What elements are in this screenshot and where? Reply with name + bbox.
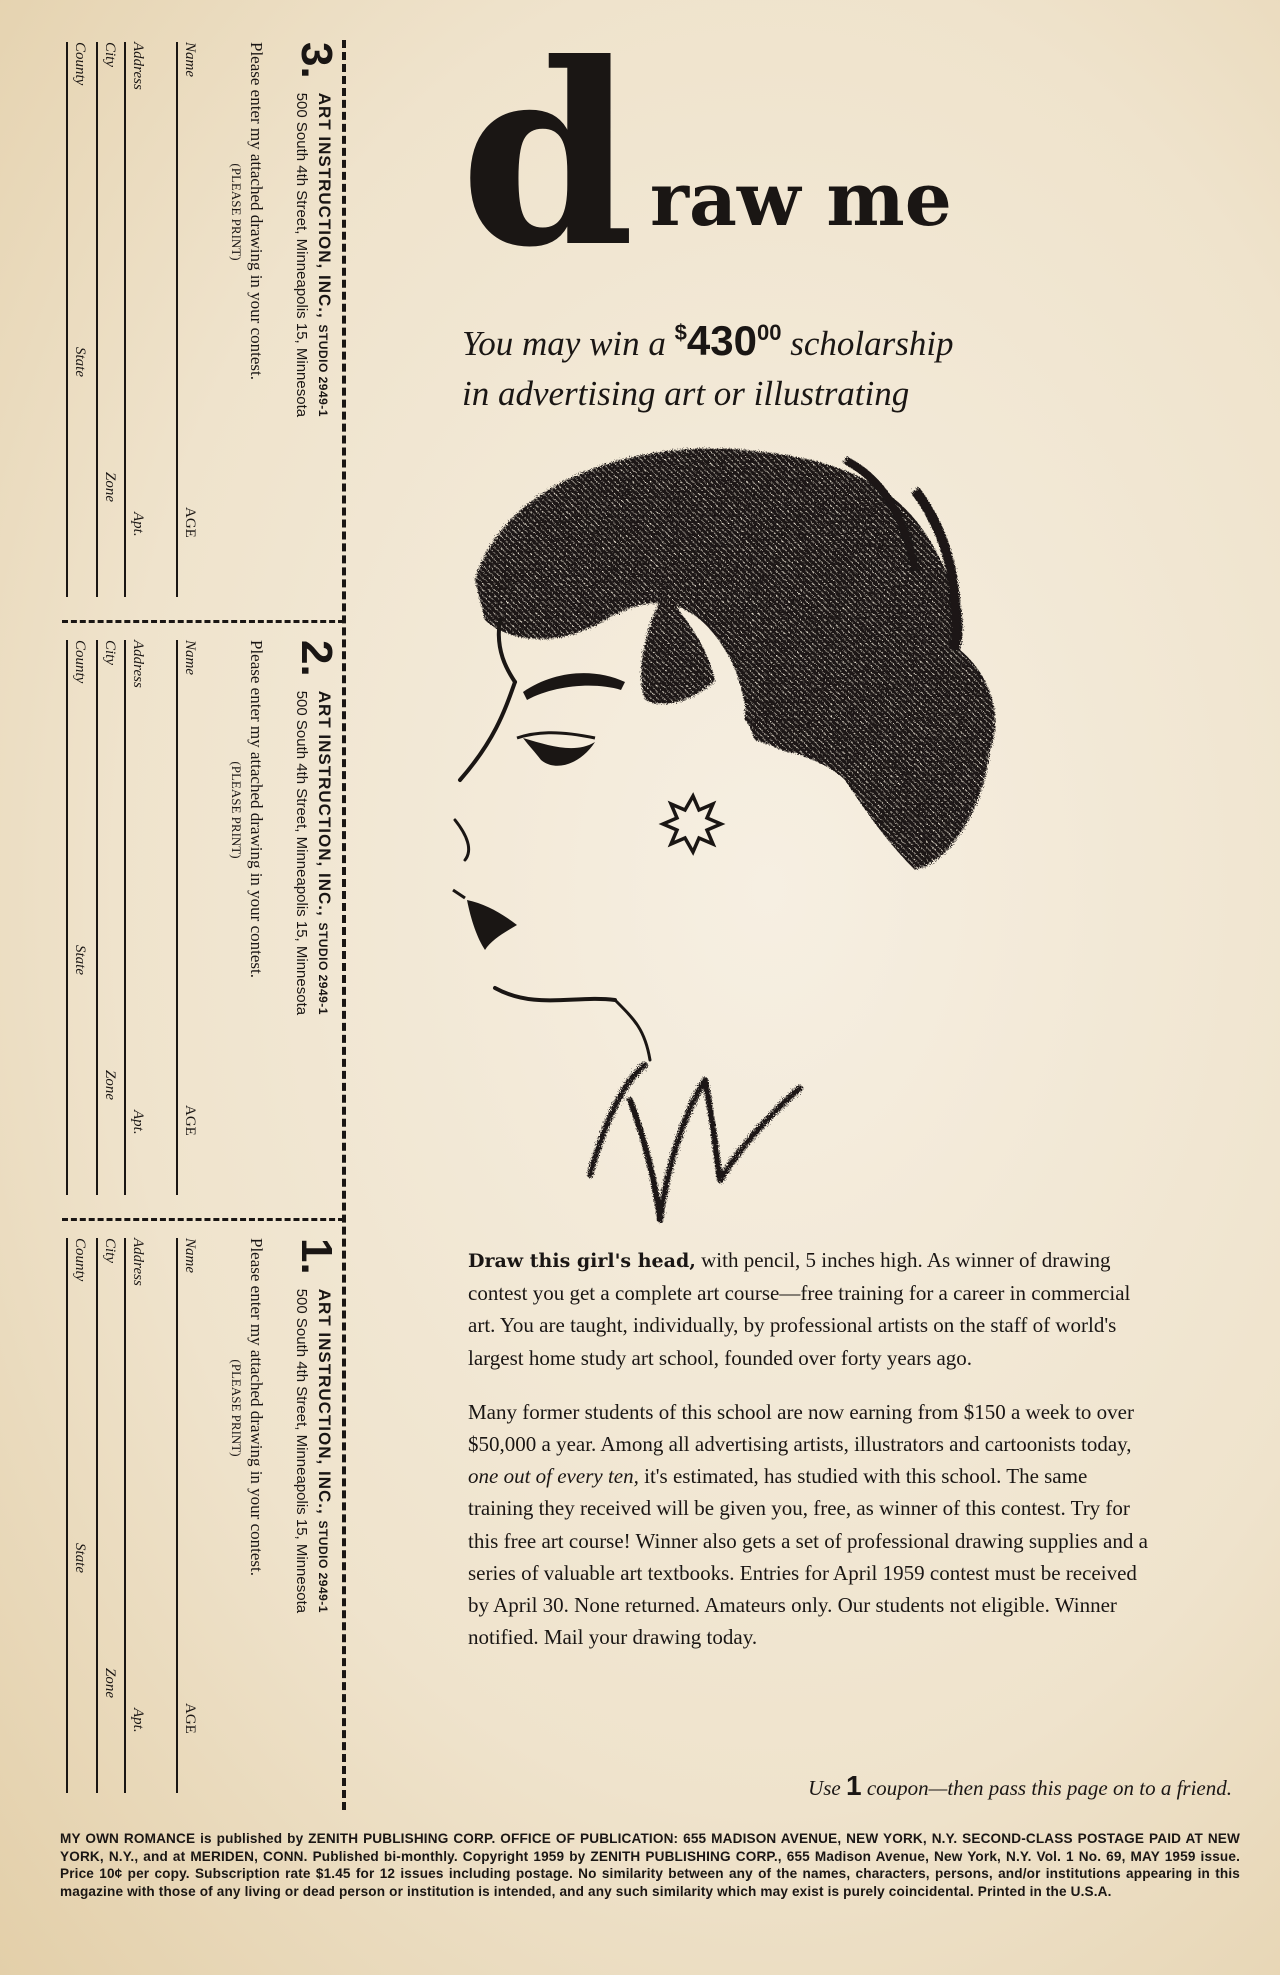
amount-dollars: 430 [686, 317, 757, 364]
body-p1: with pencil, 5 inches high. As winner of drawing contest you get a complete art course—free training for a career in commercial art. You are taught, individually, by professional artists on the staff of world's largest home study art school, founded over forty years ago. [468, 1248, 1131, 1370]
coupon-address: 500 South 4th Street, Minneapolis 15, Minnesota [293, 92, 310, 418]
hair [475, 449, 995, 870]
name-age-field[interactable] [176, 1238, 200, 1793]
coupon-number: 1. [292, 1238, 341, 1275]
address-apt-field[interactable] [124, 640, 148, 1195]
coupon-2[interactable] [0, 640, 340, 1215]
collar [590, 1065, 800, 1220]
coupon-3[interactable] [0, 42, 340, 617]
county-label: County [72, 1238, 88, 1282]
coupon-number: 3. [292, 42, 341, 79]
firm-name: ART INSTRUCTION, INC., [315, 1288, 334, 1515]
coupon-firm [314, 1289, 334, 1613]
firm-name: ART INSTRUCTION, INC., [315, 92, 334, 319]
city-label: City [102, 1238, 118, 1263]
county-state-field[interactable] [66, 640, 90, 1195]
subheadline [462, 308, 1182, 419]
coupon-cut-line [342, 40, 346, 1810]
headline-raw-me: raw me [650, 157, 952, 243]
subhead-post: scholarship [781, 324, 954, 363]
name-age-field[interactable] [176, 42, 200, 597]
name-label: Name [182, 42, 198, 77]
coupon-1[interactable] [0, 1238, 340, 1813]
county-label: County [72, 640, 88, 684]
state-label: State [72, 945, 88, 975]
address-label: Address [130, 1238, 146, 1286]
coupon-separator [62, 620, 344, 623]
coupon-header [268, 640, 341, 1200]
zone-label: Zone [102, 1668, 118, 1698]
state-label: State [72, 1543, 88, 1573]
lips [467, 900, 517, 950]
use-coupon-pre: Use [808, 1776, 847, 1800]
name-label: Name [182, 640, 198, 675]
coupon-form[interactable] [58, 1238, 341, 1798]
use-coupon-number: 1 [846, 1770, 862, 1801]
zone-label: Zone [102, 472, 118, 502]
coupon-strip [0, 0, 345, 1810]
body-p2b: it's estimated, has studied with this school. The same training they received will be given you, free, as winner of this contest. Try for this free art course! Winner also gets a set of professional drawing supplies and a series of valuable art textbooks. Entries for April 1959 contest must be received by April 30. None returned. Amateurs only. Our students not eligible. Winner notified. Mail your drawing today. [468, 1464, 1148, 1650]
zone-label: Zone [102, 1070, 118, 1100]
coupon-firm [314, 691, 334, 1015]
coupon-instruction: Please enter my attached drawing in your contest. [247, 1238, 266, 1576]
city-label: City [102, 42, 118, 67]
body-paragraph-1 [468, 1244, 1148, 1374]
amount-cents: 00 [756, 320, 782, 345]
eyebrow [523, 673, 625, 700]
body-p2-emphasis: one out of every ten, [468, 1464, 639, 1489]
state-label: State [72, 347, 88, 377]
coupon-firm [314, 93, 334, 417]
studio-code: STUDIO 2949-1 [316, 324, 330, 417]
address-label: Address [130, 640, 146, 688]
county-label: County [72, 42, 88, 86]
body-p2a: Many former students of this school are now earning from $150 a week to over $50,000 a year. Among all advertising artists, illustrators and cartoonists today, [468, 1399, 1134, 1457]
city-zone-field[interactable] [96, 1238, 120, 1793]
body-copy [468, 1244, 1148, 1675]
county-state-field[interactable] [66, 1238, 90, 1793]
eye [523, 738, 595, 766]
age-label: AGE [182, 507, 198, 538]
apt-label: Apt. [130, 512, 146, 537]
earring-icon [663, 796, 721, 852]
coupon-please-print: (PLEASE PRINT) [229, 1359, 244, 1457]
body-lead: Draw this girl's head, [468, 1250, 696, 1272]
coupon-form[interactable] [58, 42, 341, 602]
coupon-address: 500 South 4th Street, Minneapolis 15, Minnesota [293, 690, 310, 1016]
address-apt-field[interactable] [124, 1238, 148, 1793]
name-age-field[interactable] [176, 640, 200, 1195]
girl-head-illustration [445, 420, 1115, 1240]
coupon-number: 2. [292, 640, 341, 677]
address-apt-field[interactable] [124, 42, 148, 597]
coupon-header [268, 42, 341, 602]
body-paragraph-2 [468, 1396, 1148, 1654]
scholarship-amount [675, 317, 782, 364]
subhead-line2: in advertising art or illustrating [462, 374, 910, 413]
coupon-please-print: (PLEASE PRINT) [229, 761, 244, 859]
publication-footer: MY OWN ROMANCE is published by ZENITH PUBLISHING CORP. OFFICE OF PUBLICATION: 655 MADISON AVENUE, NEW YORK, N.Y. SECOND-CLASS POSTAGE PAID AT NEW YORK, N.Y., and at MERIDEN, CONN. Published bi-monthly. Copyright 1959 by ZENITH PUBLISHING CORP., 655 Madison Avenue, New York, N.Y. Vol. 1 No. 69, MAY 1959 issue. Price 10¢ per copy. Subscription rate $1.45 for 12 issues including postage. No similarity between any of the names, characters, persons, and/or institutions appearing in this magazine with those of any living or dead person or institution is intended, and any such similarity which may exist is purely coincidental. Printed in the U.S.A. [60, 1831, 1240, 1899]
use-coupon-post: coupon—then pass this page on to a friend. [861, 1776, 1232, 1800]
coupon-separator [62, 1218, 344, 1221]
coupon-header [268, 1238, 341, 1798]
studio-code: STUDIO 2949-1 [316, 922, 330, 1015]
city-zone-field[interactable] [96, 42, 120, 597]
currency-sign: $ [674, 320, 687, 345]
coupon-instruction: Please enter my attached drawing in your contest. [247, 640, 266, 978]
county-state-field[interactable] [66, 42, 90, 597]
firm-name: ART INSTRUCTION, INC., [315, 690, 334, 917]
apt-label: Apt. [130, 1110, 146, 1135]
headline-big-d: d [460, 8, 629, 302]
name-label: Name [182, 1238, 198, 1273]
age-label: AGE [182, 1105, 198, 1136]
use-coupon-note [808, 1770, 1232, 1802]
coupon-form[interactable] [58, 640, 341, 1200]
coupon-instruction: Please enter my attached drawing in your contest. [247, 42, 266, 380]
age-label: AGE [182, 1703, 198, 1734]
subhead-pre: You may win a [462, 324, 675, 363]
studio-code: STUDIO 2949-1 [316, 1520, 330, 1613]
city-label: City [102, 640, 118, 665]
city-zone-field[interactable] [96, 640, 120, 1195]
coupon-address: 500 South 4th Street, Minneapolis 15, Minnesota [293, 1288, 310, 1614]
coupon-please-print: (PLEASE PRINT) [229, 163, 244, 261]
address-label: Address [130, 42, 146, 90]
apt-label: Apt. [130, 1708, 146, 1733]
